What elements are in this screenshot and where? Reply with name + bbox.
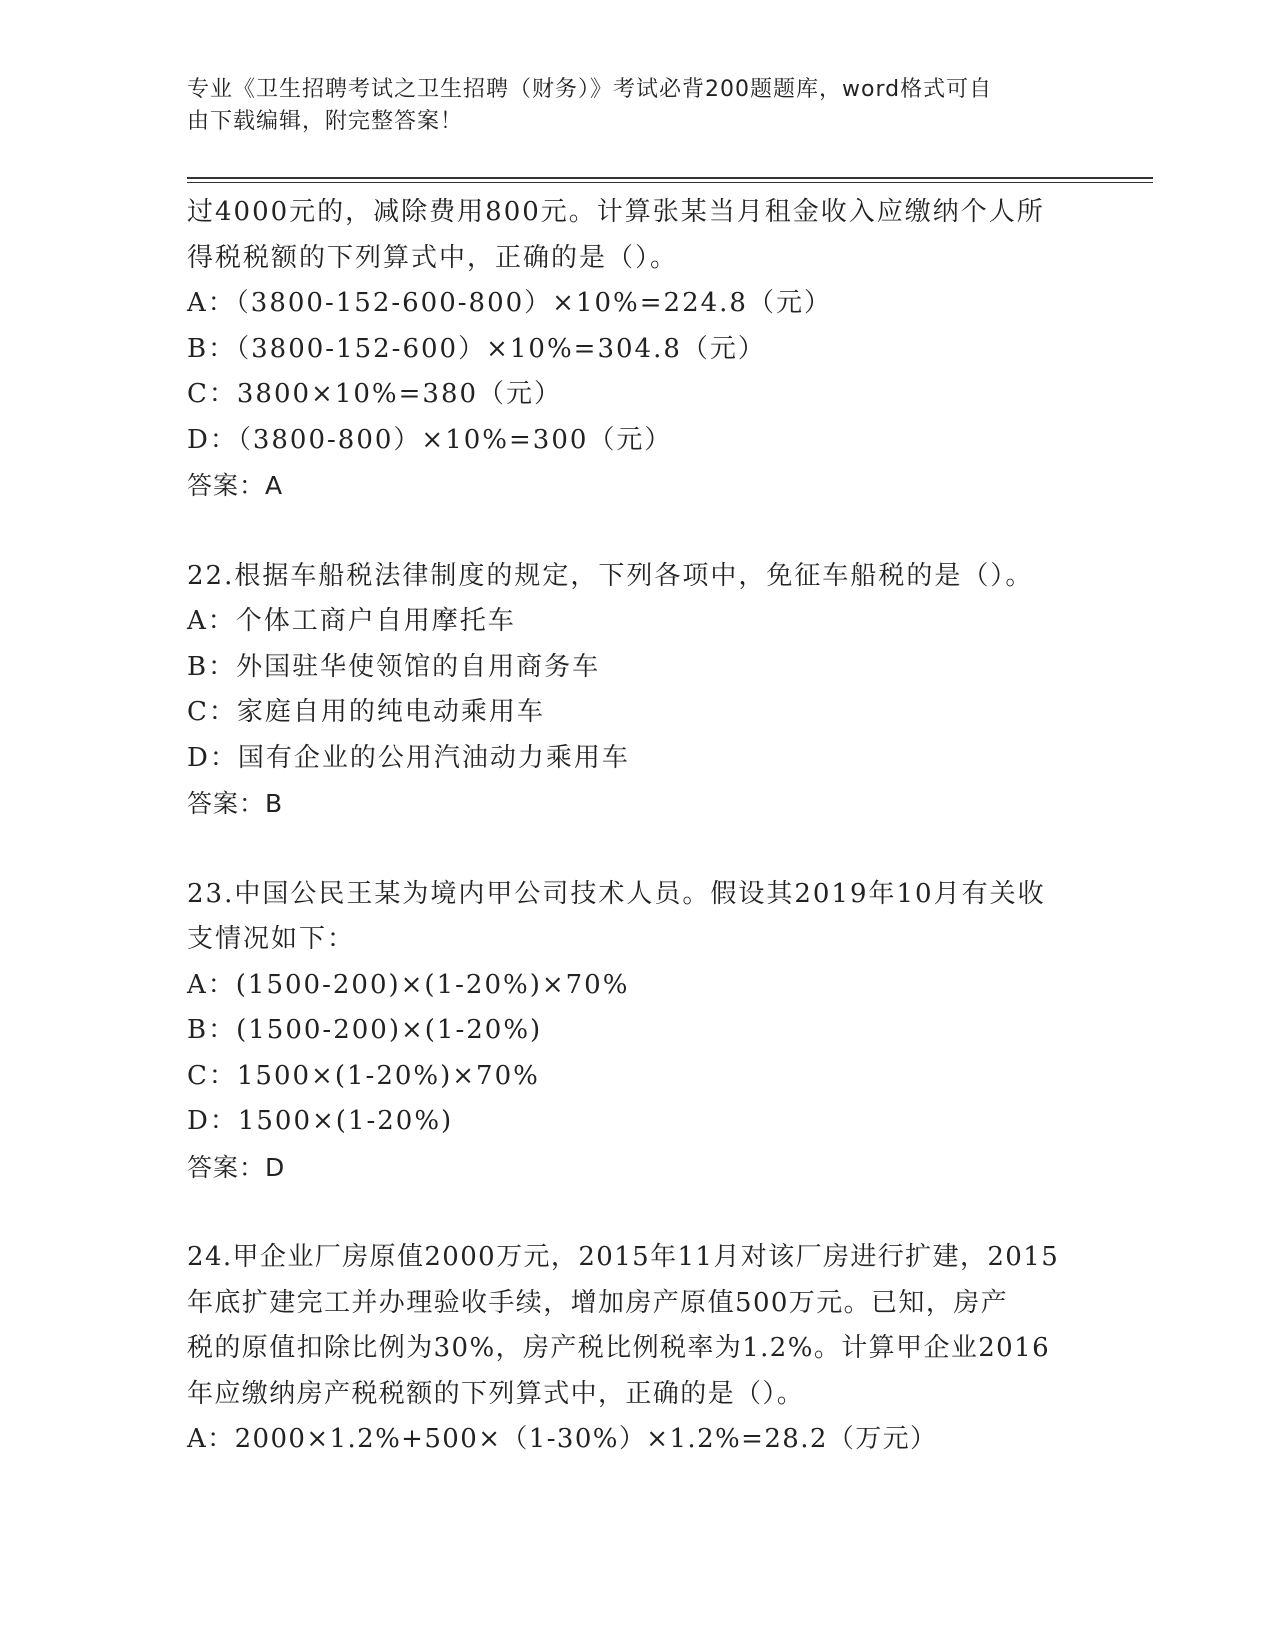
- question-24: [187, 1235, 1087, 1463]
- option-d: D：国有企业的公用汽油动力乘用车: [187, 742, 630, 773]
- question-stem: 23.中国公民王某为境内甲公司技术人员。假设其2019年10月有关收: [187, 878, 1046, 909]
- question-stem: 年应缴纳房产税税额的下列算式中，正确的是（）。: [187, 1378, 805, 1409]
- option-b: B：（3800-152-600）×10%=304.8（元）: [187, 333, 766, 364]
- answer-text: 答案：B: [187, 789, 284, 818]
- answer-text: 答案：D: [187, 1152, 286, 1182]
- question-22: [187, 554, 1087, 827]
- option-a: A：个体工商户自用摩托车: [187, 606, 516, 636]
- question-stem: 年底扩建完工并办理验收手续，增加房产原值500万元。已知，房产: [187, 1287, 1009, 1318]
- option-b: B：外国驻华使领馆的自用商务车: [187, 651, 601, 682]
- option-c: C：家庭自用的纯电动乘用车: [187, 697, 545, 727]
- question-23: [187, 872, 1087, 1191]
- header-line-1: 专业《卫生招聘考试之卫生招聘（财务）》考试必背200题题库，word格式可自: [187, 77, 993, 102]
- header-line-2: 由下载编辑，附完整答案！: [187, 109, 464, 134]
- option-d: D：1500×(1-20%): [187, 1106, 454, 1136]
- option-a: A：（3800-152-600-800）×10%=224.8（元）: [187, 288, 832, 318]
- option-d: D：（3800-800）×10%=300（元）: [187, 424, 673, 455]
- header-divider-thin: [187, 182, 1153, 183]
- header-divider-thick: [187, 177, 1153, 179]
- question-stem: 税的原值扣除比例为30%，房产税比例税率为1.2%。计算甲企业2016: [187, 1333, 1051, 1363]
- question-stem: 22.根据车船税法律制度的规定，下列各项中，免征车船税的是（）。: [187, 560, 1034, 591]
- option-a: A：2000×1.2%+500×（1-30%）×1.2%=28.2（万元）: [187, 1424, 938, 1454]
- option-a: A：(1500-200)×(1-20%)×70%: [187, 969, 630, 1000]
- option-b: B：(1500-200)×(1-20%): [187, 1015, 543, 1045]
- question-stem: 过4000元的，减除费用800元。计算张某当月租金收入应缴纳个人所: [187, 197, 1045, 227]
- answer-text: 答案：A: [187, 471, 284, 500]
- question-stem: 得税税额的下列算式中，正确的是（）。: [187, 242, 679, 273]
- question-stem: 支情况如下：: [187, 924, 356, 954]
- question-21: [187, 190, 1087, 509]
- option-c: C：1500×(1-20%)×70%: [187, 1060, 540, 1091]
- question-list: [187, 190, 1087, 1463]
- document-header: [187, 74, 1077, 138]
- question-stem: 24.甲企业厂房原值2000万元，2015年11月对该厂房进行扩建，2015: [187, 1242, 1060, 1272]
- option-c: C：3800×10%=380（元）: [187, 379, 563, 409]
